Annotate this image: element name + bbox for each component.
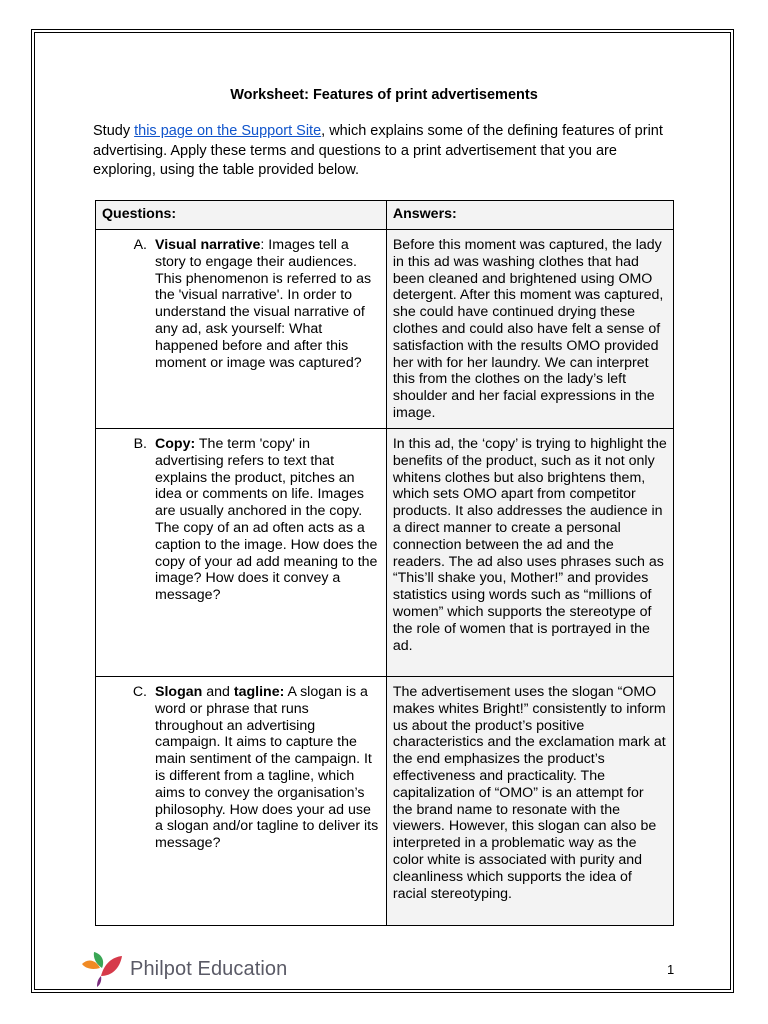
- brand-name: Philpot Education: [130, 957, 288, 980]
- question-letter: C.: [132, 684, 147, 700]
- question-body: : Images tell a story to engage their audiences. This phenomenon is referred to as the 'visual narrative'. In order to understand the visual narrative of any ad, ask yourself: What happened before and after this moment or image was captured?: [155, 237, 372, 371]
- page-number: 1: [667, 962, 675, 977]
- question-cell: [96, 677, 387, 926]
- question-text: [155, 237, 380, 371]
- page-title: Worksheet: Features of print advertisements: [230, 87, 538, 103]
- question-cell: [96, 230, 387, 429]
- question-cell: [96, 429, 387, 677]
- answer-cell: The advertisement uses the slogan “OMO makes whites Bright!” consistently to inform us about the product’s positive characteristics and the exclamation mark at the end emphasizes the product’s effectiveness and practicality. The capitalization of “OMO” is an attempt for the brand name to resonate with the viewers. However, this slogan can also be interpreted in a problematic way as the color white is associated with purity and cleanliness which supports the idea of racial stereotyping.: [386, 677, 673, 926]
- intro-paragraph: [93, 122, 678, 181]
- question-body: The term 'copy' in advertising refers to text that explains the product, pitches an idea or comments on life. Images are usually anchored in the copy. The copy of an ad often acts as a caption to the image. How does the copy of your ad add meaning to the image? How does it convey a message?: [155, 436, 378, 604]
- worksheet-table: [95, 200, 674, 926]
- question-term-join: and: [202, 684, 234, 700]
- question-term: Slogan: [155, 684, 203, 700]
- question-term: Visual narrative: [155, 237, 261, 253]
- question-term: Copy:: [155, 436, 196, 452]
- table-row: [96, 230, 674, 429]
- question-letter: B.: [133, 436, 147, 452]
- table-row: [96, 429, 674, 677]
- answer-cell: Before this moment was captured, the lady in this ad was washing clothes that had been cleaned and brightened using OMO detergent. After this moment was captured, she could have continued drying these clothes and could also have felt a sense of satisfaction with the results OMO provided her with for her laundry. We can interpret this from the clothes on the lady’s left shoulder and her facial expressions in the image.: [386, 230, 673, 429]
- table-header-row: [96, 201, 674, 230]
- answer-cell: In this ad, the ‘copy’ is trying to highlight the benefits of the product, such as it not only whitens clothes but also brightens them, which sets OMO apart from competitor products. It also addresses the audience in a direct manner to create a personal connection between the ad and the readers. The ad also uses phrases such as “This’ll shake you, Mother!” and provides statistics using words such as “millions of women” which supports the stereotype of the role of women that is portrayed in the ad.: [386, 429, 673, 677]
- question-term-2: tagline:: [233, 684, 285, 700]
- questions-header: Questions:: [96, 201, 387, 230]
- question-letter: A.: [133, 237, 147, 253]
- question-text: [155, 436, 380, 604]
- intro-text-before: Study: [93, 123, 135, 139]
- answers-header: Answers:: [386, 201, 673, 230]
- question-text: [155, 684, 380, 852]
- leaf-logo-icon: [80, 950, 124, 988]
- table-row: [96, 677, 674, 926]
- intro-text-after: , which explains some of the defining features of print advertising. Apply these terms and questions to a print advertisement that you are exploring, using the table provided below.: [93, 123, 663, 178]
- support-site-link[interactable]: this page on the Support Site: [134, 123, 322, 139]
- brand-logo: [80, 950, 287, 988]
- question-body: A slogan is a word or phrase that runs throughout an advertising campaign. It aims to capture the main sentiment of the campaign. It is different from a tagline, which aims to convey the organisation’s philosophy. How does your ad use a slogan and/or tagline to deliver its message?: [155, 684, 379, 852]
